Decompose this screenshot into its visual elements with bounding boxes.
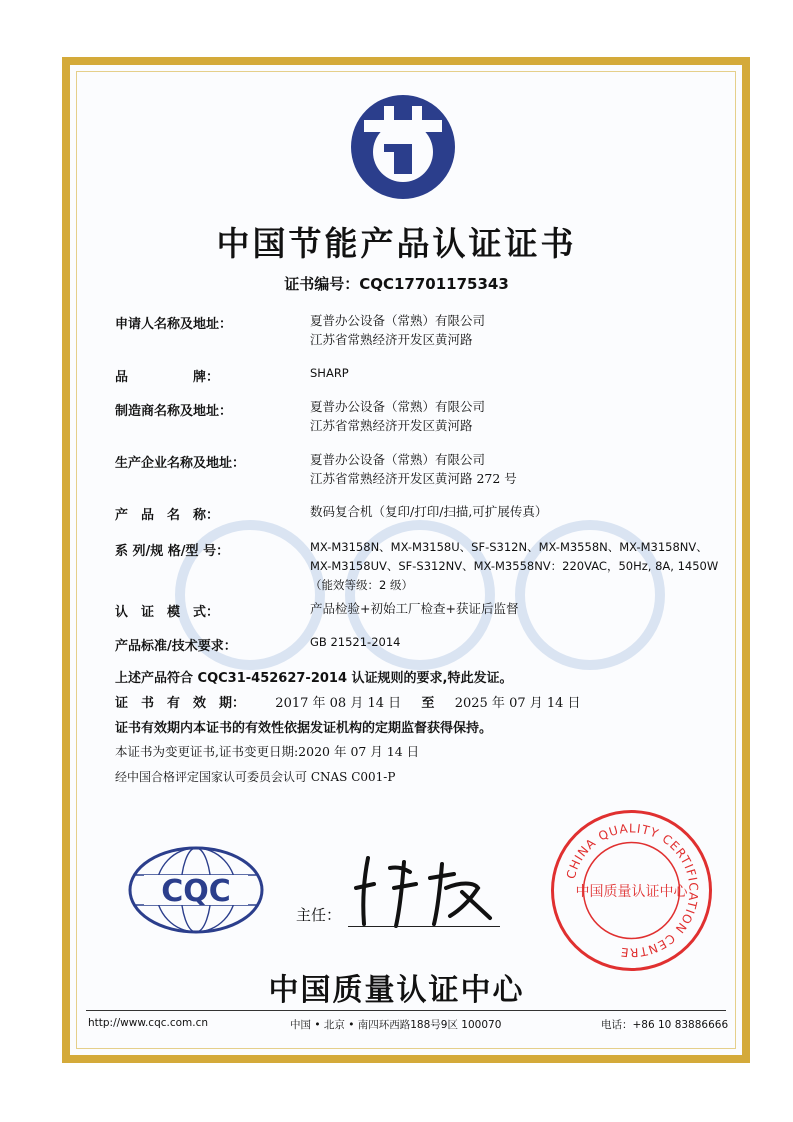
footer-divider [86,1010,726,1011]
issuing-organization: 中国质量认证中心 [268,973,525,1008]
model-value: MX-M3158N、MX-M3158U、SF-S312N、MX-M3558N、MX-M3158NV、 MX-M3158UV、SF-S312NV、MX-M3558NV：220VAC，50Hz, 8A, 1450W （能效等级：2 级） [310,540,719,592]
factory-label: 生产企业名称及地址： [115,456,246,471]
footer-phone: 电话：+86 10 83886666 [601,1019,729,1031]
brand-label: 品 牌： [115,370,220,385]
certification-mode-value: 产品检验+初始工厂检查+获证后监督 [310,601,519,616]
signature-line [348,926,500,927]
svg-text:CQC: CQC [161,874,231,909]
standard-value: GB 21521-2014 [310,635,401,649]
certificate-number: 证书编号：CQC17701175343 [284,275,509,293]
energy-certification-logo [348,92,458,202]
svg-text:中国质量认证中心: 中国质量认证中心 [575,884,688,900]
validity-row [115,692,581,711]
conformity-statement: 上述产品符合 CQC31-452627-2014 认证规则的要求,特此发证。 [115,671,513,686]
certificate-title: 中国节能产品认证证书 [216,224,577,263]
director-signature [350,848,500,928]
model-label: 系 列/规 格/型 号： [115,544,230,559]
validity-sep: 至 [421,696,435,711]
product-name-value: 数码复合机（复印/打印/扫描,可扩展传真） [310,504,548,519]
applicant-label: 申请人名称及地址： [115,317,233,332]
factory-value: 夏普办公设备（常熟）有限公司 江苏省常熟经济开发区黄河路 272 号 [310,452,517,486]
manufacturer-value: 夏普办公设备（常熟）有限公司 江苏省常熟经济开发区黄河路 [310,399,486,433]
certification-mode-label: 认 证 模 式： [115,605,220,620]
validity-statement: 证书有效期内本证书的有效性依据发证机构的定期监督获得保持。 [115,721,493,736]
accreditation-statement: 经中国合格评定国家认可委员会认可 CNAS C001-P [115,770,396,784]
manufacturer-label: 制造商名称及地址： [115,404,233,419]
validity-label: 证 书 有 效 期： [115,696,246,711]
brand-value: SHARP [310,366,349,380]
director-label: 主任： [296,906,342,924]
applicant-value: 夏普办公设备（常熟）有限公司 江苏省常熟经济开发区黄河路 [310,313,486,347]
product-name-label: 产 品 名 称： [115,508,220,523]
validity-from: 2017 年 08 月 14 日 [275,696,402,711]
standard-label: 产品标准/技术要求： [115,639,237,654]
validity-to: 2025 年 07 月 14 日 [454,696,581,711]
cqc-official-seal [549,808,714,973]
cqc-logo [126,845,266,935]
footer-website[interactable]: http://www.cqc.com.cn [88,1017,209,1029]
footer-address: 中国 • 北京 • 南四环西路188号9区 100070 [290,1019,502,1031]
cqc-watermark [160,505,680,685]
svg-text:CHINA QUALITY CERTIFICATION CE: CHINA QUALITY CERTIFICATION CENTRE [563,821,701,960]
change-statement: 本证书为变更证书,证书变更日期:2020 年 07 月 14 日 [115,744,420,759]
